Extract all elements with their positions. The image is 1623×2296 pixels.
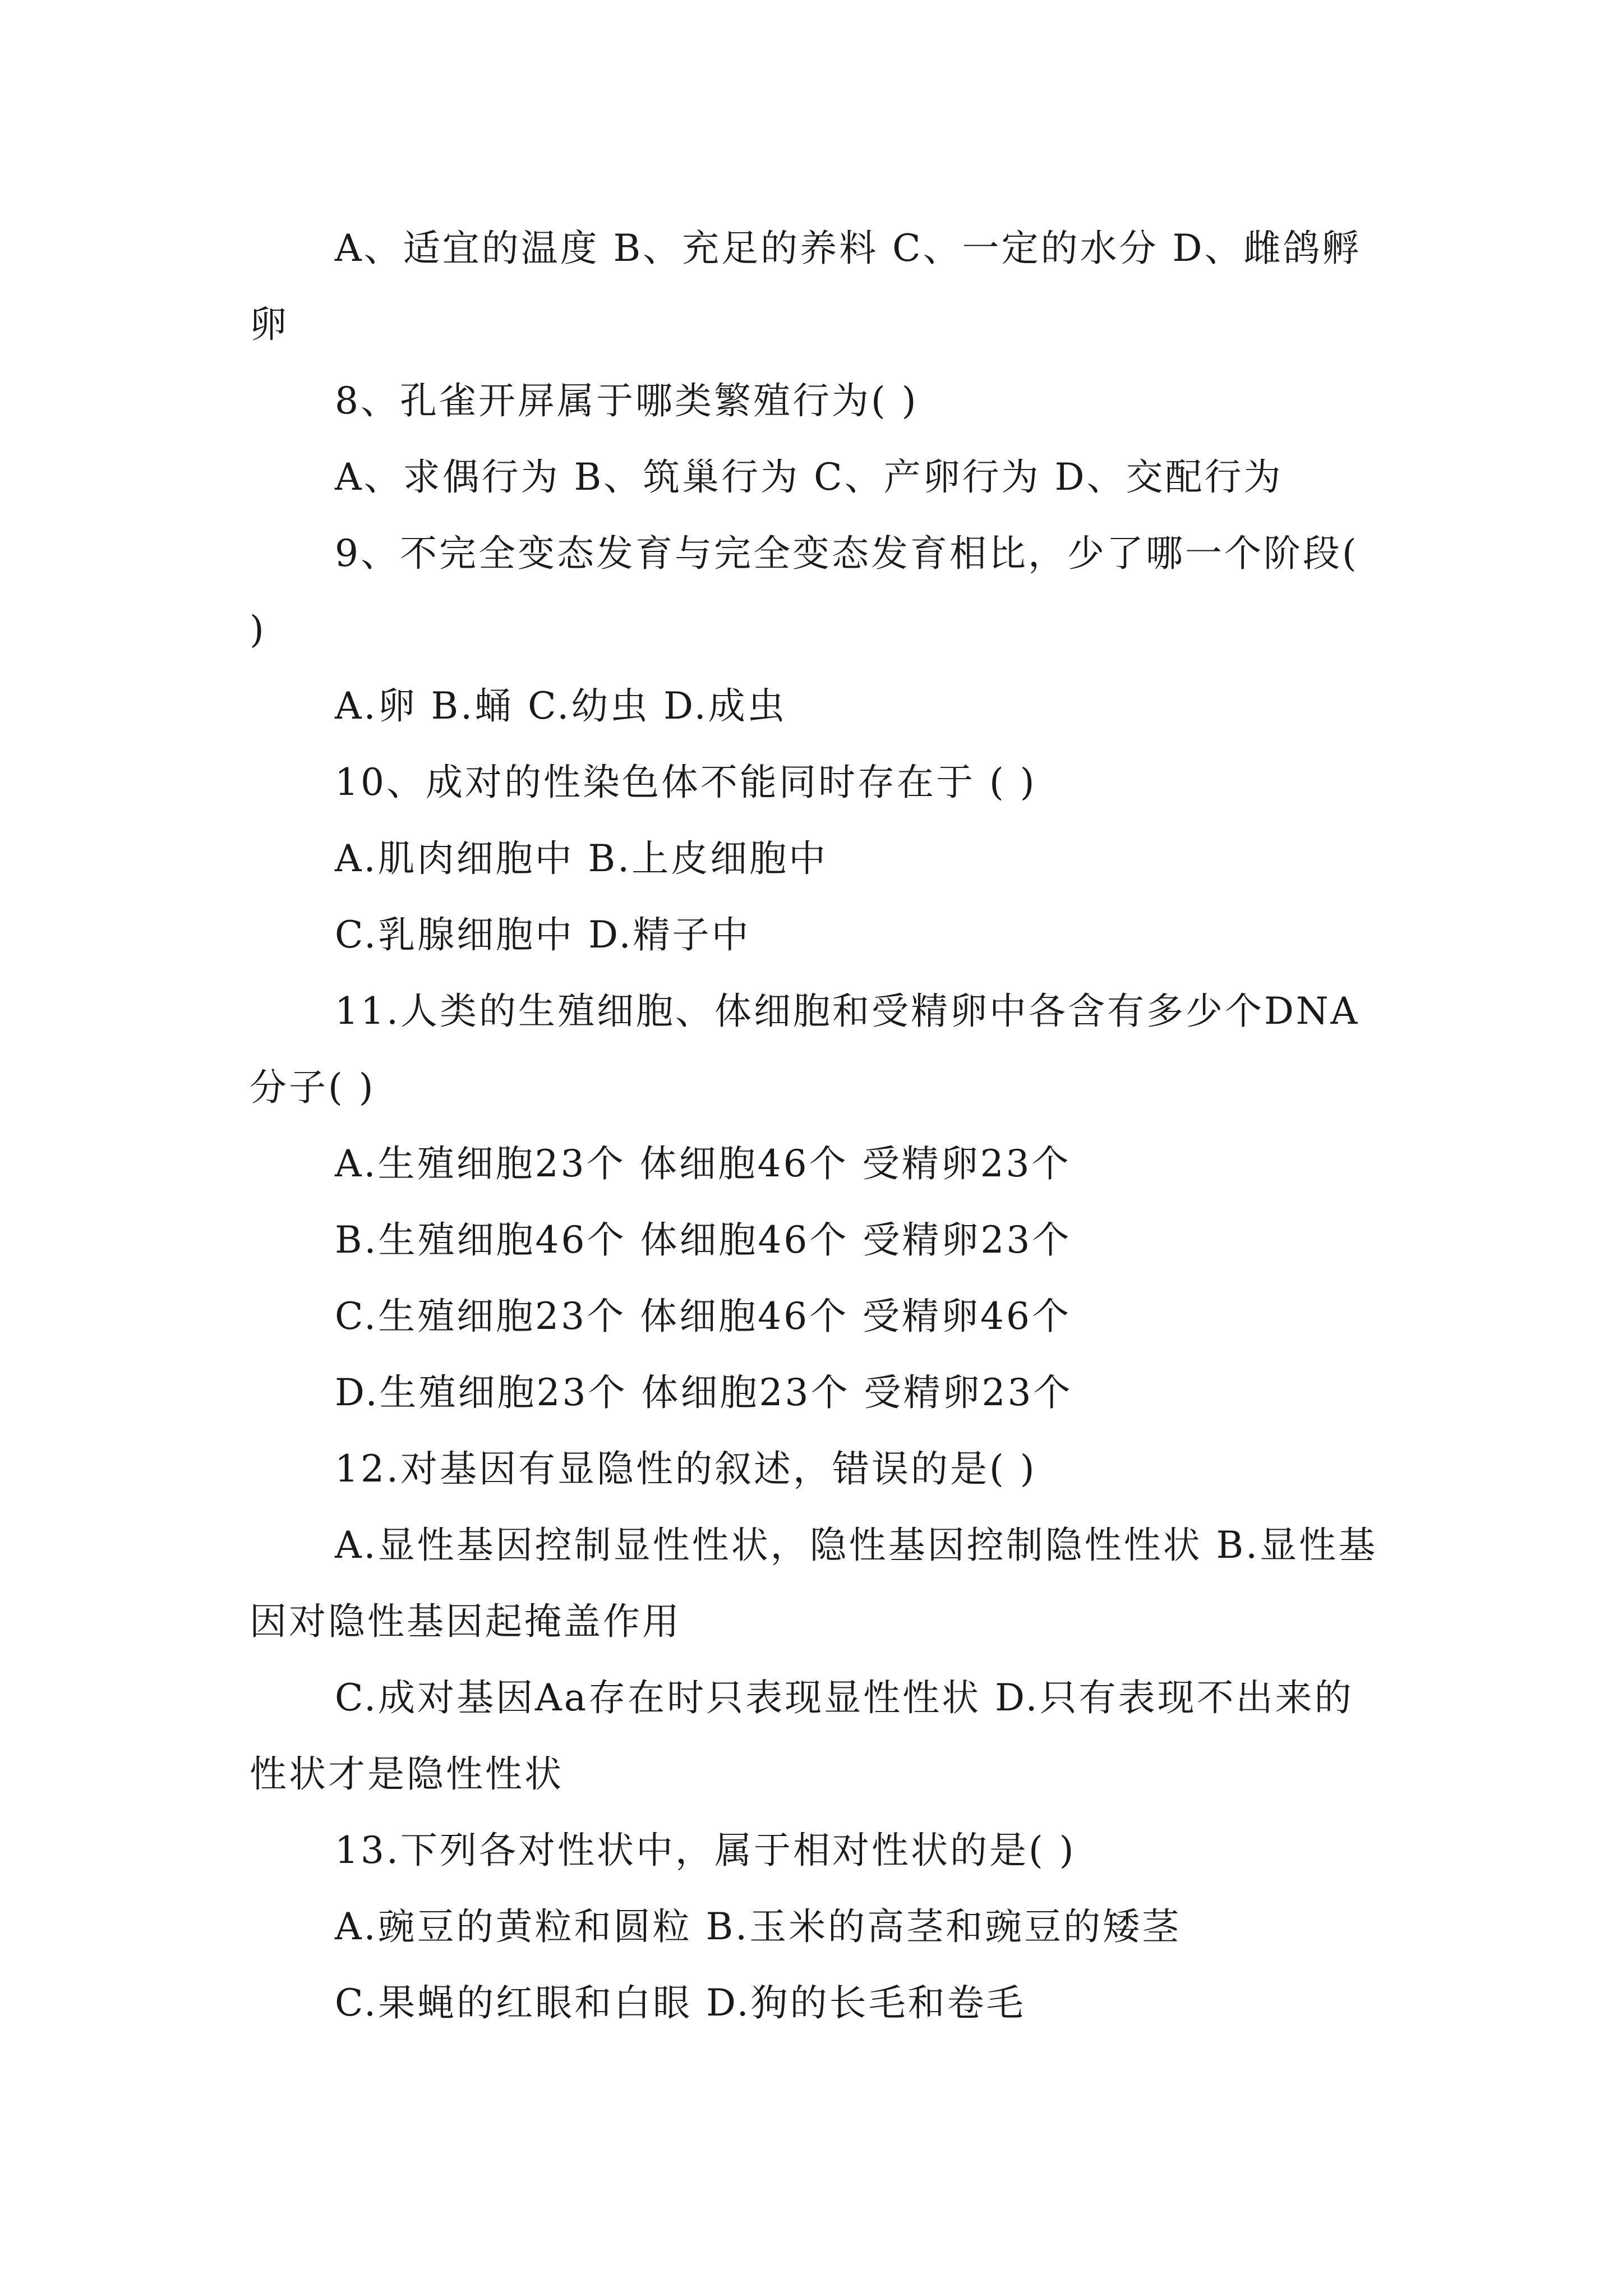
option-q11-b: B.生殖细胞46个 体细胞46个 受精卵23个	[335, 1218, 1072, 1262]
question-10: 10、成对的性染色体不能同时存在于 ( )	[335, 761, 1037, 804]
option-q11-a: A.生殖细胞23个 体细胞46个 受精卵23个	[335, 1142, 1071, 1185]
document-body	[250, 210, 1388, 2041]
question-13: 13.下列各对性状中，属于相对性状的是( )	[335, 1829, 1076, 1872]
option-line-q13-ab: A.豌豆的黄粒和圆粒 B.玉米的高茎和豌豆的矮茎	[335, 1905, 1182, 1948]
option-line-q12-cd: C.成对基因Aa存在时只表现显性性状 D.只有表现不出来的性状才是隐性性状	[250, 1676, 1354, 1796]
option-line-q7: A、适宜的温度 B、充足的养料 C、一定的水分 D、雌鸽孵卵	[250, 227, 1362, 346]
option-line-q9: A.卵 B.蛹 C.幼虫 D.成虫	[335, 684, 787, 728]
option-q11-d: D.生殖细胞23个 体细胞23个 受精卵23个	[335, 1371, 1073, 1414]
question-12: 12.对基因有显隐性的叙述，错误的是( )	[335, 1447, 1037, 1490]
question-11: 11.人类的生殖细胞、体细胞和受精卵中各含有多少个DNA分子( )	[250, 990, 1360, 1109]
option-line-q10-cd: C.乳腺细胞中 D.精子中	[335, 913, 751, 956]
option-line-q13-cd: C.果蝇的红眼和白眼 D.狗的长毛和卷毛	[335, 1981, 1026, 2024]
question-8: 8、孔雀开屏属于哪类繁殖行为( )	[335, 379, 919, 422]
option-line-q10-ab: A.肌肉细胞中 B.上皮细胞中	[335, 837, 828, 880]
option-q11-c: C.生殖细胞23个 体细胞46个 受精卵46个	[335, 1295, 1072, 1338]
option-line-q8: A、求偶行为 B、筑巢行为 C、产卵行为 D、交配行为	[335, 455, 1283, 499]
question-9: 9、不完全变态发育与完全变态发育相比，少了哪一个阶段( )	[250, 532, 1359, 651]
option-line-q12-ab: A.显性基因控制显性性状，隐性基因控制隐性性状 B.显性基因对隐性基因起掩盖作用	[250, 1524, 1378, 1643]
